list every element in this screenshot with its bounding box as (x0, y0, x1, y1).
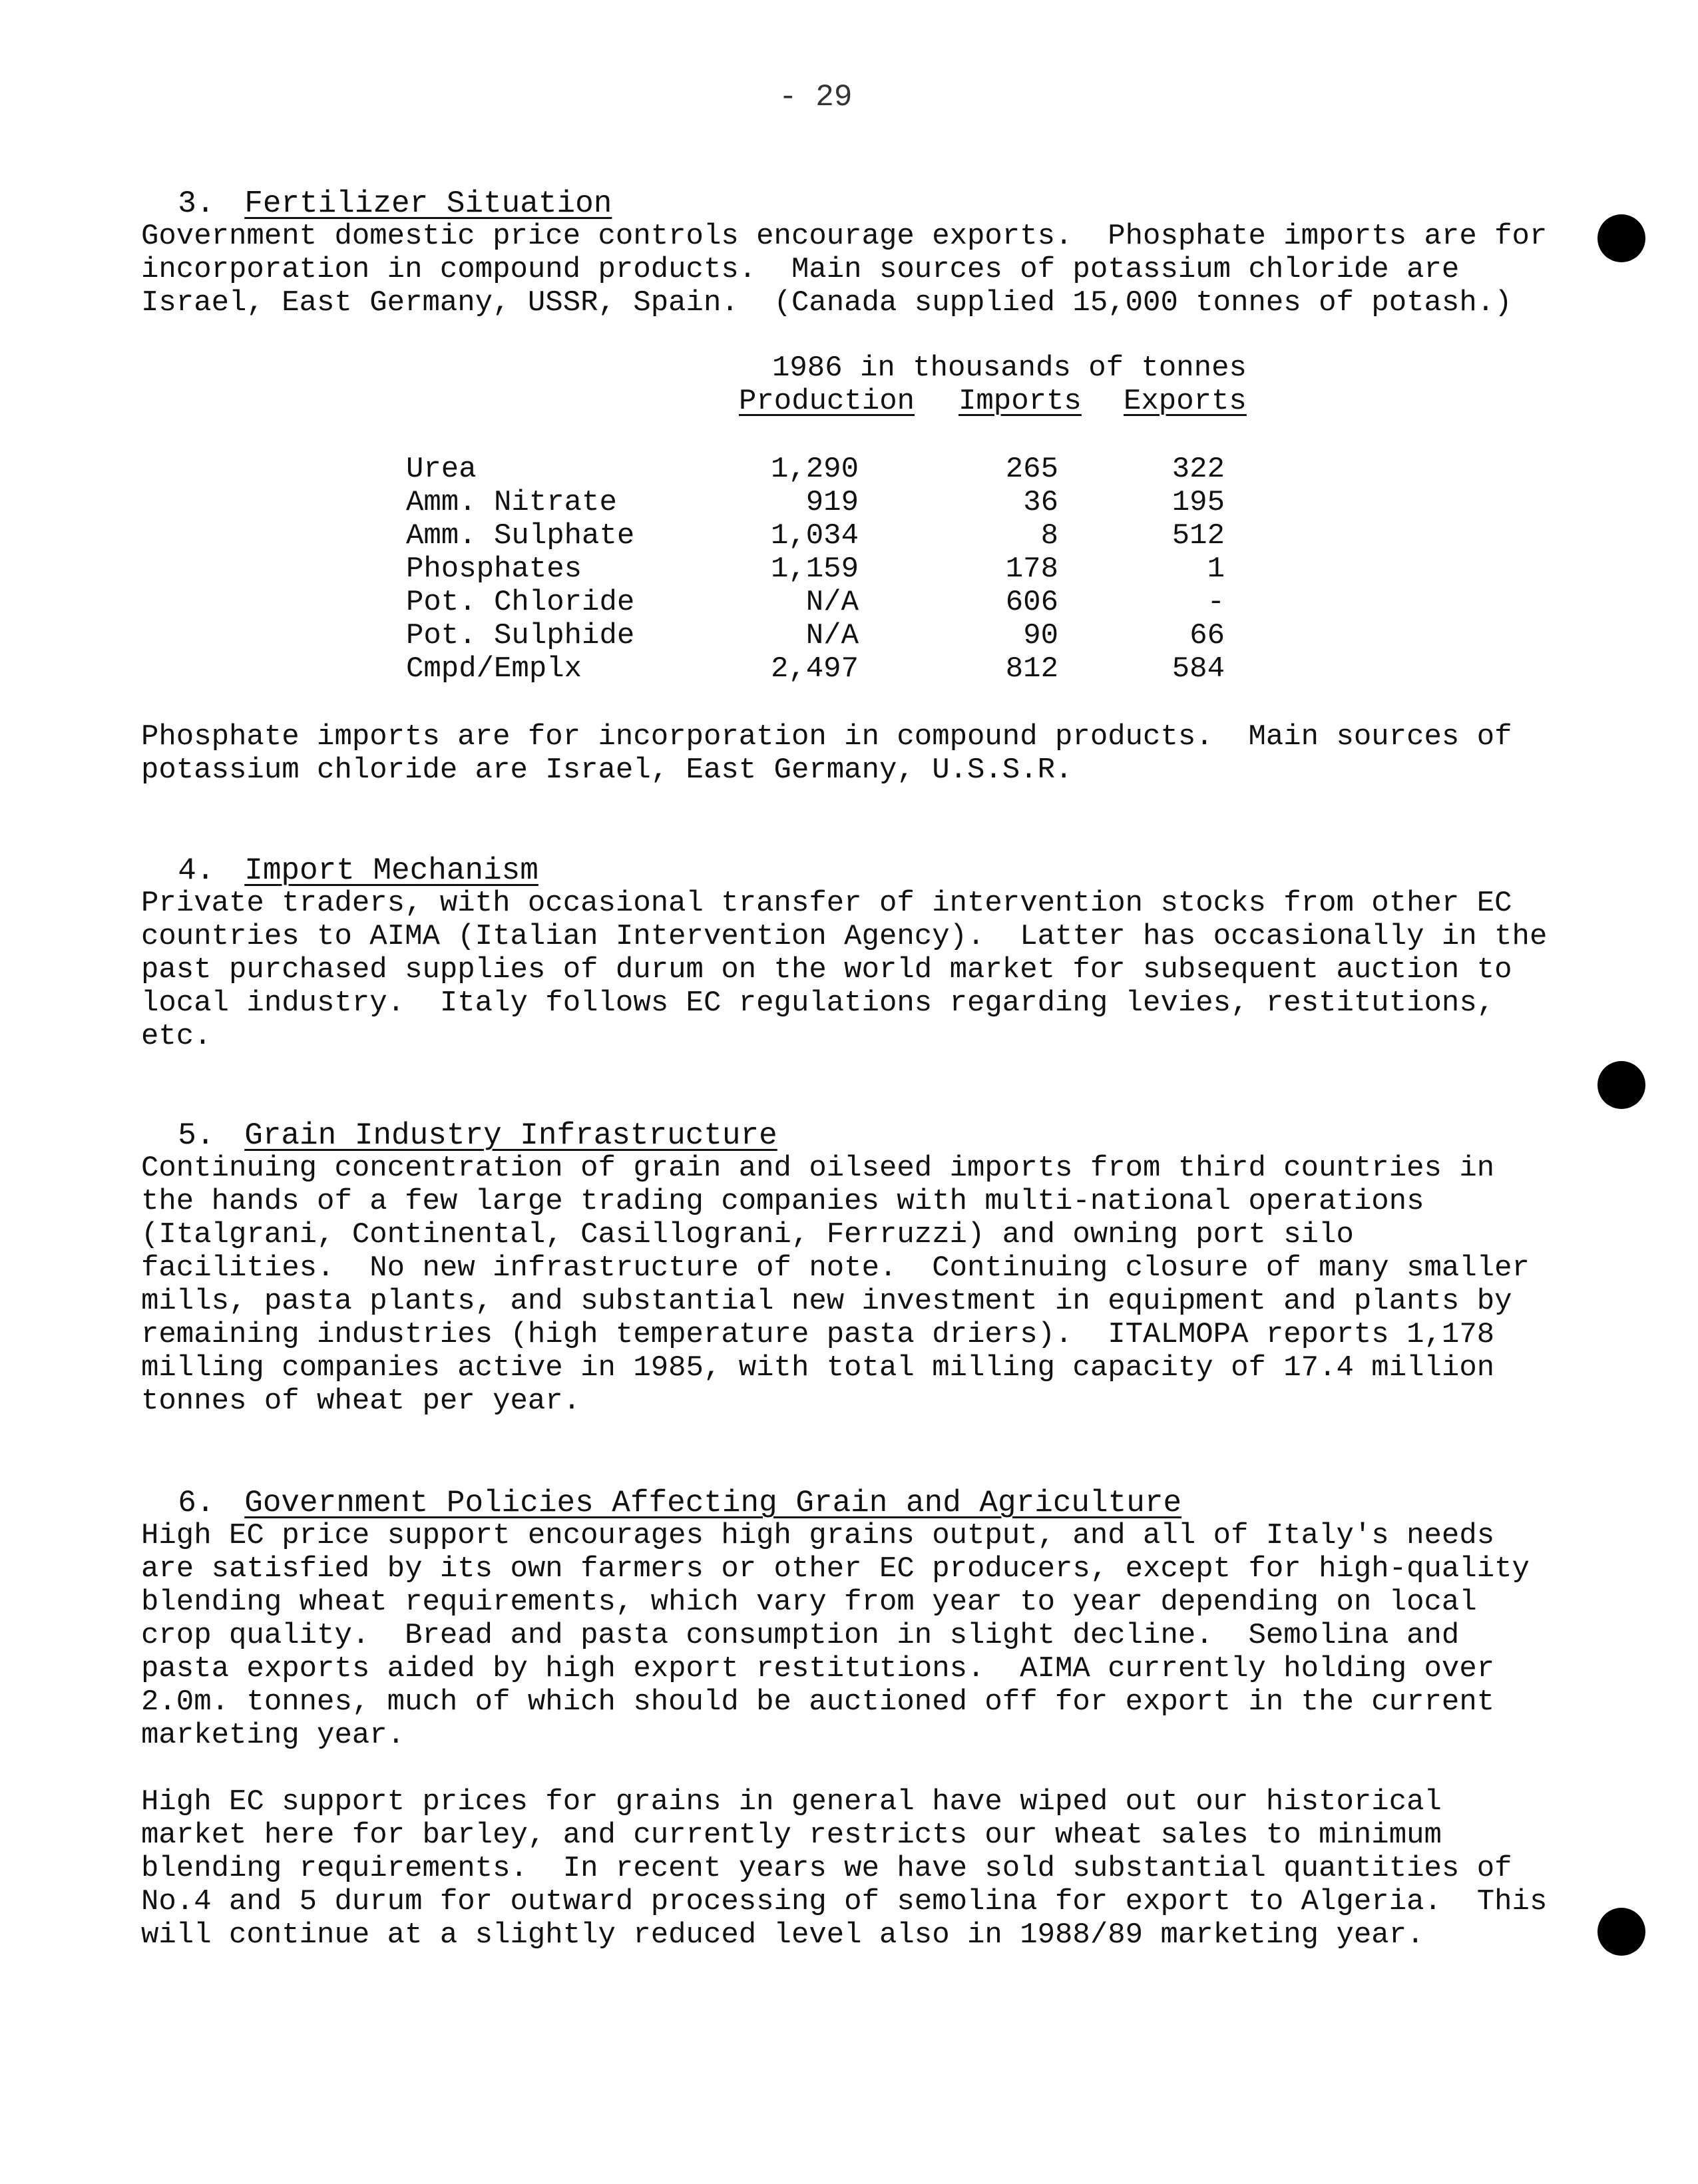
paragraph-line: local industry. Italy follows EC regulations regarding levies, restitutions, (141, 986, 1495, 1020)
paragraph-line: will continue at a slightly reduced level also in 1988/89 marketing year. (141, 1918, 1424, 1952)
paragraph-line: incorporation in compound products. Main sources of potassium chloride are (141, 253, 1460, 286)
row-label: Pot. Chloride (406, 586, 635, 619)
paragraph-line: High EC price support encourages high grains output, and all of Italy's needs (141, 1519, 1495, 1552)
paragraph-line: Private traders, with occasional transfer of intervention stocks from other EC (141, 887, 1512, 920)
table-row (0, 586, 1698, 619)
section-title: Fertilizer Situation (244, 186, 612, 221)
row-label: Cmpd/Emplx (406, 652, 582, 686)
table-row (0, 552, 1698, 586)
exports-cell: 584 (1171, 652, 1225, 686)
row-label: Pot. Sulphide (406, 619, 635, 652)
section-number: 4. (178, 853, 215, 888)
fertilizer-outro-paragraph (141, 720, 1512, 787)
paragraph-line: potassium chloride are Israel, East Germany, U.S.S.R. (141, 754, 1073, 787)
exports-cell: 1 (1207, 552, 1225, 586)
imports-cell: 178 (1005, 552, 1058, 586)
paragraph-line: mills, pasta plants, and substantial new investment in equipment and plants by (141, 1285, 1512, 1318)
paragraph-line: Phosphate imports are for incorporation in compound products. Main sources of (141, 720, 1512, 754)
paragraph-line: are satisfied by its own farmers or other EC producers, except for high-quality (141, 1552, 1530, 1586)
column-header-exports: Exports (1124, 385, 1247, 418)
imports-cell: 8 (1040, 519, 1058, 552)
row-label: Phosphates (406, 552, 582, 586)
production-cell: 1,159 (770, 552, 859, 586)
paragraph-line: tonnes of wheat per year. (141, 1385, 581, 1418)
paragraph-line: blending requirements. In recent years we have sold substantial quantities of (141, 1852, 1512, 1885)
binder-hole-middle (1597, 1061, 1645, 1109)
paragraph-line: the hands of a few large trading companies with multi-national operations (141, 1185, 1424, 1218)
table-row (0, 619, 1698, 652)
section-title: Import Mechanism (244, 853, 538, 888)
section-3-heading (141, 152, 612, 221)
production-cell: 1,034 (770, 519, 859, 552)
paragraph-line: countries to AIMA (Italian Intervention Agency). Latter has occasionally in the (141, 920, 1548, 953)
paragraph-line: Israel, East Germany, USSR, Spain. (Canada supplied 15,000 tonnes of potash.) (141, 286, 1512, 320)
exports-cell: 66 (1189, 619, 1225, 652)
policies-paragraph-2 (141, 1785, 1548, 1952)
exports-cell: 512 (1171, 519, 1225, 552)
table-caption: 1986 in thousands of tonnes (772, 351, 1247, 385)
section-number: 5. (178, 1118, 215, 1153)
production-cell: 2,497 (770, 652, 859, 686)
imports-cell: 90 (1023, 619, 1058, 652)
column-header-production: Production (739, 385, 915, 418)
section-6-heading (141, 1451, 1181, 1520)
binder-hole-bottom (1597, 1908, 1645, 1956)
production-cell: 919 (805, 486, 859, 519)
paragraph-line: (Italgrani, Continental, Casillograni, Ferruzzi) and owning port silo (141, 1218, 1354, 1251)
section-title: Grain Industry Infrastructure (244, 1118, 777, 1153)
production-cell: N/A (805, 619, 859, 652)
imports-cell: 606 (1005, 586, 1058, 619)
paragraph-line: Government domestic price controls encourage exports. Phosphate imports are for (141, 220, 1548, 253)
table-row (0, 453, 1698, 486)
imports-cell: 36 (1023, 486, 1058, 519)
exports-cell: 195 (1171, 486, 1225, 519)
import-mechanism-paragraph (141, 887, 1548, 1053)
production-cell: N/A (805, 586, 859, 619)
table-row (0, 519, 1698, 552)
row-label: Urea (406, 453, 477, 486)
policies-paragraph-1 (141, 1519, 1530, 1752)
paragraph-line: facilities. No new infrastructure of note. Continuing closure of many smaller (141, 1251, 1530, 1285)
section-4-heading (141, 819, 538, 888)
paragraph-line: milling companies active in 1985, with total milling capacity of 17.4 million (141, 1351, 1495, 1385)
paragraph-line: blending wheat requirements, which vary from year to year depending on local (141, 1586, 1477, 1619)
table-row (0, 652, 1698, 686)
binder-hole-top (1597, 214, 1645, 262)
imports-cell: 812 (1005, 652, 1058, 686)
paragraph-line: remaining industries (high temperature pasta driers). ITALMOPA reports 1,178 (141, 1318, 1495, 1351)
paragraph-line: pasta exports aided by high export restitutions. AIMA currently holding over (141, 1652, 1495, 1685)
page-number: - 29 (779, 80, 853, 114)
imports-cell: 265 (1005, 453, 1058, 486)
paragraph-line: No.4 and 5 durum for outward processing of semolina for export to Algeria. This (141, 1885, 1548, 1918)
exports-cell: - (1207, 586, 1225, 619)
exports-cell: 322 (1171, 453, 1225, 486)
row-label: Amm. Nitrate (406, 486, 617, 519)
column-header-imports: Imports (958, 385, 1082, 418)
paragraph-line: past purchased supplies of durum on the world market for subsequent auction to (141, 953, 1512, 986)
infrastructure-paragraph (141, 1152, 1530, 1418)
paragraph-line: 2.0m. tonnes, much of which should be auctioned off for export in the current (141, 1685, 1495, 1719)
section-title: Government Policies Affecting Grain and Agriculture (244, 1486, 1182, 1520)
paragraph-line: marketing year. (141, 1719, 405, 1752)
paragraph-line: crop quality. Bread and pasta consumption in slight decline. Semolina and (141, 1619, 1460, 1652)
row-label: Amm. Sulphate (406, 519, 635, 552)
paragraph-line: High EC support prices for grains in general have wiped out our historical (141, 1785, 1442, 1819)
production-cell: 1,290 (770, 453, 859, 486)
table-row (0, 486, 1698, 519)
section-number: 6. (178, 1486, 215, 1520)
paragraph-line: market here for barley, and currently restricts our wheat sales to minimum (141, 1819, 1442, 1852)
paragraph-line: Continuing concentration of grain and oilseed imports from third countries in (141, 1152, 1495, 1185)
fertilizer-intro-paragraph (141, 220, 1548, 320)
paragraph-line: etc. (141, 1020, 212, 1053)
section-5-heading (141, 1084, 777, 1153)
section-number: 3. (178, 186, 215, 221)
